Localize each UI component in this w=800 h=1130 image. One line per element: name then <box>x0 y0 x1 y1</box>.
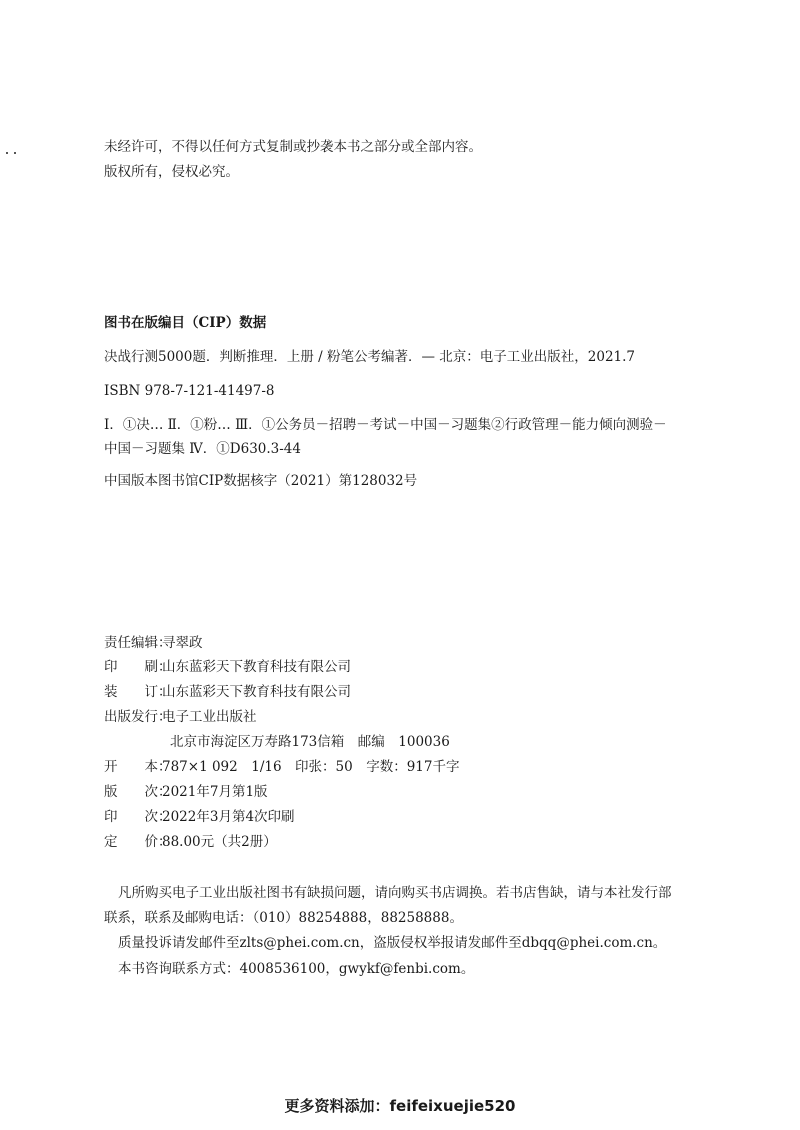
colophon-format <box>104 758 460 776</box>
scan-speck <box>14 152 16 154</box>
colophon-label: 印 次： <box>104 809 172 825</box>
colophon-label: 装 订： <box>104 684 172 700</box>
colophon-label: 定 价： <box>104 834 172 850</box>
colophon-edition <box>104 783 268 801</box>
cip-classification-2: 中国－习题集 Ⅳ．①D630.3-44 <box>104 441 301 457</box>
colophon-label: 印 刷： <box>104 659 172 675</box>
colophon-label: 出版发行： <box>104 709 172 725</box>
colophon-value: 山东蓝彩天下教育科技有限公司 <box>162 659 351 675</box>
notice-line-1: 凡所购买电子工业出版社图书有缺损问题，请向购买书店调换。若书店售缺，请与本社发行部 <box>118 885 672 901</box>
rights-reserved: 版权所有，侵权必究。 <box>104 164 239 180</box>
cip-title-line: 决战行测5000题．判断推理．上册 / 粉笔公考编著．— 北京：电子工业出版社，2021.7 <box>104 349 636 365</box>
notice-line-2: 联系，联系及邮购电话：（010）88254888，88258888。 <box>104 910 463 926</box>
colophon-value: 山东蓝彩天下教育科技有限公司 <box>162 684 351 700</box>
colophon-value: 2022年3月第4次印刷 <box>162 809 295 825</box>
cip-isbn: ISBN 978-7-121-41497-8 <box>104 383 275 399</box>
notice-line-3: 质量投诉请发邮件至zlts@phei.com.cn，盗版侵权举报请发邮件至dbqq@phei.com.cn。 <box>118 935 667 951</box>
colophon-address: 北京市海淀区万寿路173信箱 邮编 100036 <box>170 734 450 750</box>
footer-contact: 更多资料添加：feifeixuejie520 <box>284 1097 516 1115</box>
colophon-printer <box>104 658 351 676</box>
notice-line-4: 本书咨询联系方式：4008536100，gwykf@fenbi.com。 <box>118 961 475 977</box>
colophon-value: 787×1 092 1/16 印张：50 字数：917千字 <box>162 759 460 775</box>
colophon-publisher <box>104 708 257 726</box>
colophon-binder <box>104 683 351 701</box>
colophon-label: 责任编辑： <box>104 635 172 651</box>
colophon-editor <box>104 634 203 652</box>
colophon-value: 88.00元（共2册） <box>162 834 277 850</box>
colophon-label: 版 次： <box>104 784 172 800</box>
copyright-notice: 未经许可，不得以任何方式复制或抄袭本书之部分或全部内容。 <box>104 139 482 155</box>
colophon-value: 2021年7月第1版 <box>162 784 268 800</box>
cip-classification-1: Ⅰ．①决… Ⅱ．①粉… Ⅲ．①公务员－招聘－考试－中国－习题集②行政管理－能力倾向测验－ <box>104 417 667 433</box>
colophon-price <box>104 833 277 851</box>
scan-speck <box>6 152 8 154</box>
colophon-value: 寻翠政 <box>162 635 203 651</box>
cip-heading: 图书在版编目（CIP）数据 <box>104 315 267 331</box>
colophon-label: 开 本： <box>104 759 172 775</box>
colophon-value: 电子工业出版社 <box>162 709 257 725</box>
colophon-impression <box>104 808 295 826</box>
cip-record-number: 中国版本图书馆CIP数据核字（2021）第128032号 <box>104 473 418 489</box>
